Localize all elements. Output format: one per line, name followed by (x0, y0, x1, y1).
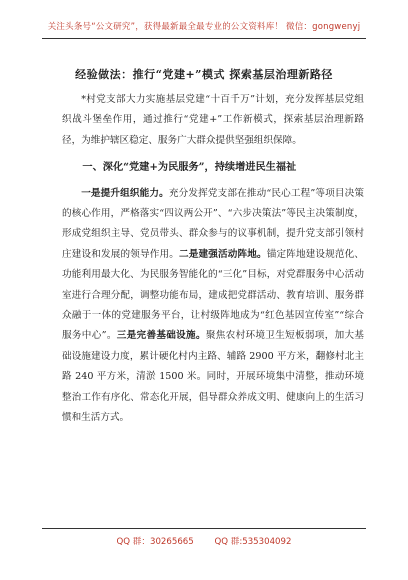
footer-divider (42, 528, 366, 529)
section-heading: 一、深化“党建+为民服务”，持续增进民生福祉 (82, 161, 297, 174)
point-label: 一是提升组织能力。 (81, 187, 169, 199)
point-label: 三是完善基础设施。 (116, 330, 206, 342)
footer-qq-group-2: QQ 群:535304092 (214, 537, 292, 547)
footer-contacts (0, 535, 408, 547)
point-text: 聚焦农村环境卫生短板弱项，加大基础设施建设力度，累计硬化村内主路、辅路 2900 平方米，翻修村北主路 240 平方米，清淤 1500 米。同时，开展环境集中清整，推动环境整治工作有序化、常态化开展，倡导群众养成文明、健康向上的生活习惯和生活方式。 (62, 330, 365, 424)
document-title: 经验做法：推行“党建+”模式 探索基层治理新路径 (75, 68, 333, 81)
document-body (62, 90, 364, 432)
header-notice: 关注头条号“公文研究”，获得最新最全最专业的公文资料库！ 微信：gongwenyj (47, 22, 361, 32)
footer-qq-group-1: QQ 群：30265665 (116, 537, 194, 547)
point-text: 锚定阵地建设规范化、功能利用最大化、为民服务智能化的“三化”目标，对党群服务中心活动室进行合理分配，调整功能布局，建成把党群活动、教育培训、服务群众融于一体的党建服务平台，让村级阵地成为“红色基因宣传室”“综合服务中心”。 (62, 248, 365, 342)
point-label: 二是建强活动阵地。 (178, 248, 267, 260)
body-paragraph (62, 184, 364, 429)
header-divider (42, 38, 366, 39)
intro-paragraph: *村党支部大力实施基层党建“十百千万”计划，充分发挥基层党组织战斗堡垒作用，通过推行“党建+”工作新模式，探索基层治理新路径，为维护辖区稳定、服务广大群众提供坚强组织保障。 (62, 94, 364, 146)
point-text: 充分发挥党支部在推动“民心工程”等项目决策的核心作用，严格落实“四议两公开”、“六步决策法”等民主决策制度，形成党组织主导、党员带头、群众参与的议事机制，提升党支部引领村庄建设和发展的领导作用。 (62, 187, 364, 260)
